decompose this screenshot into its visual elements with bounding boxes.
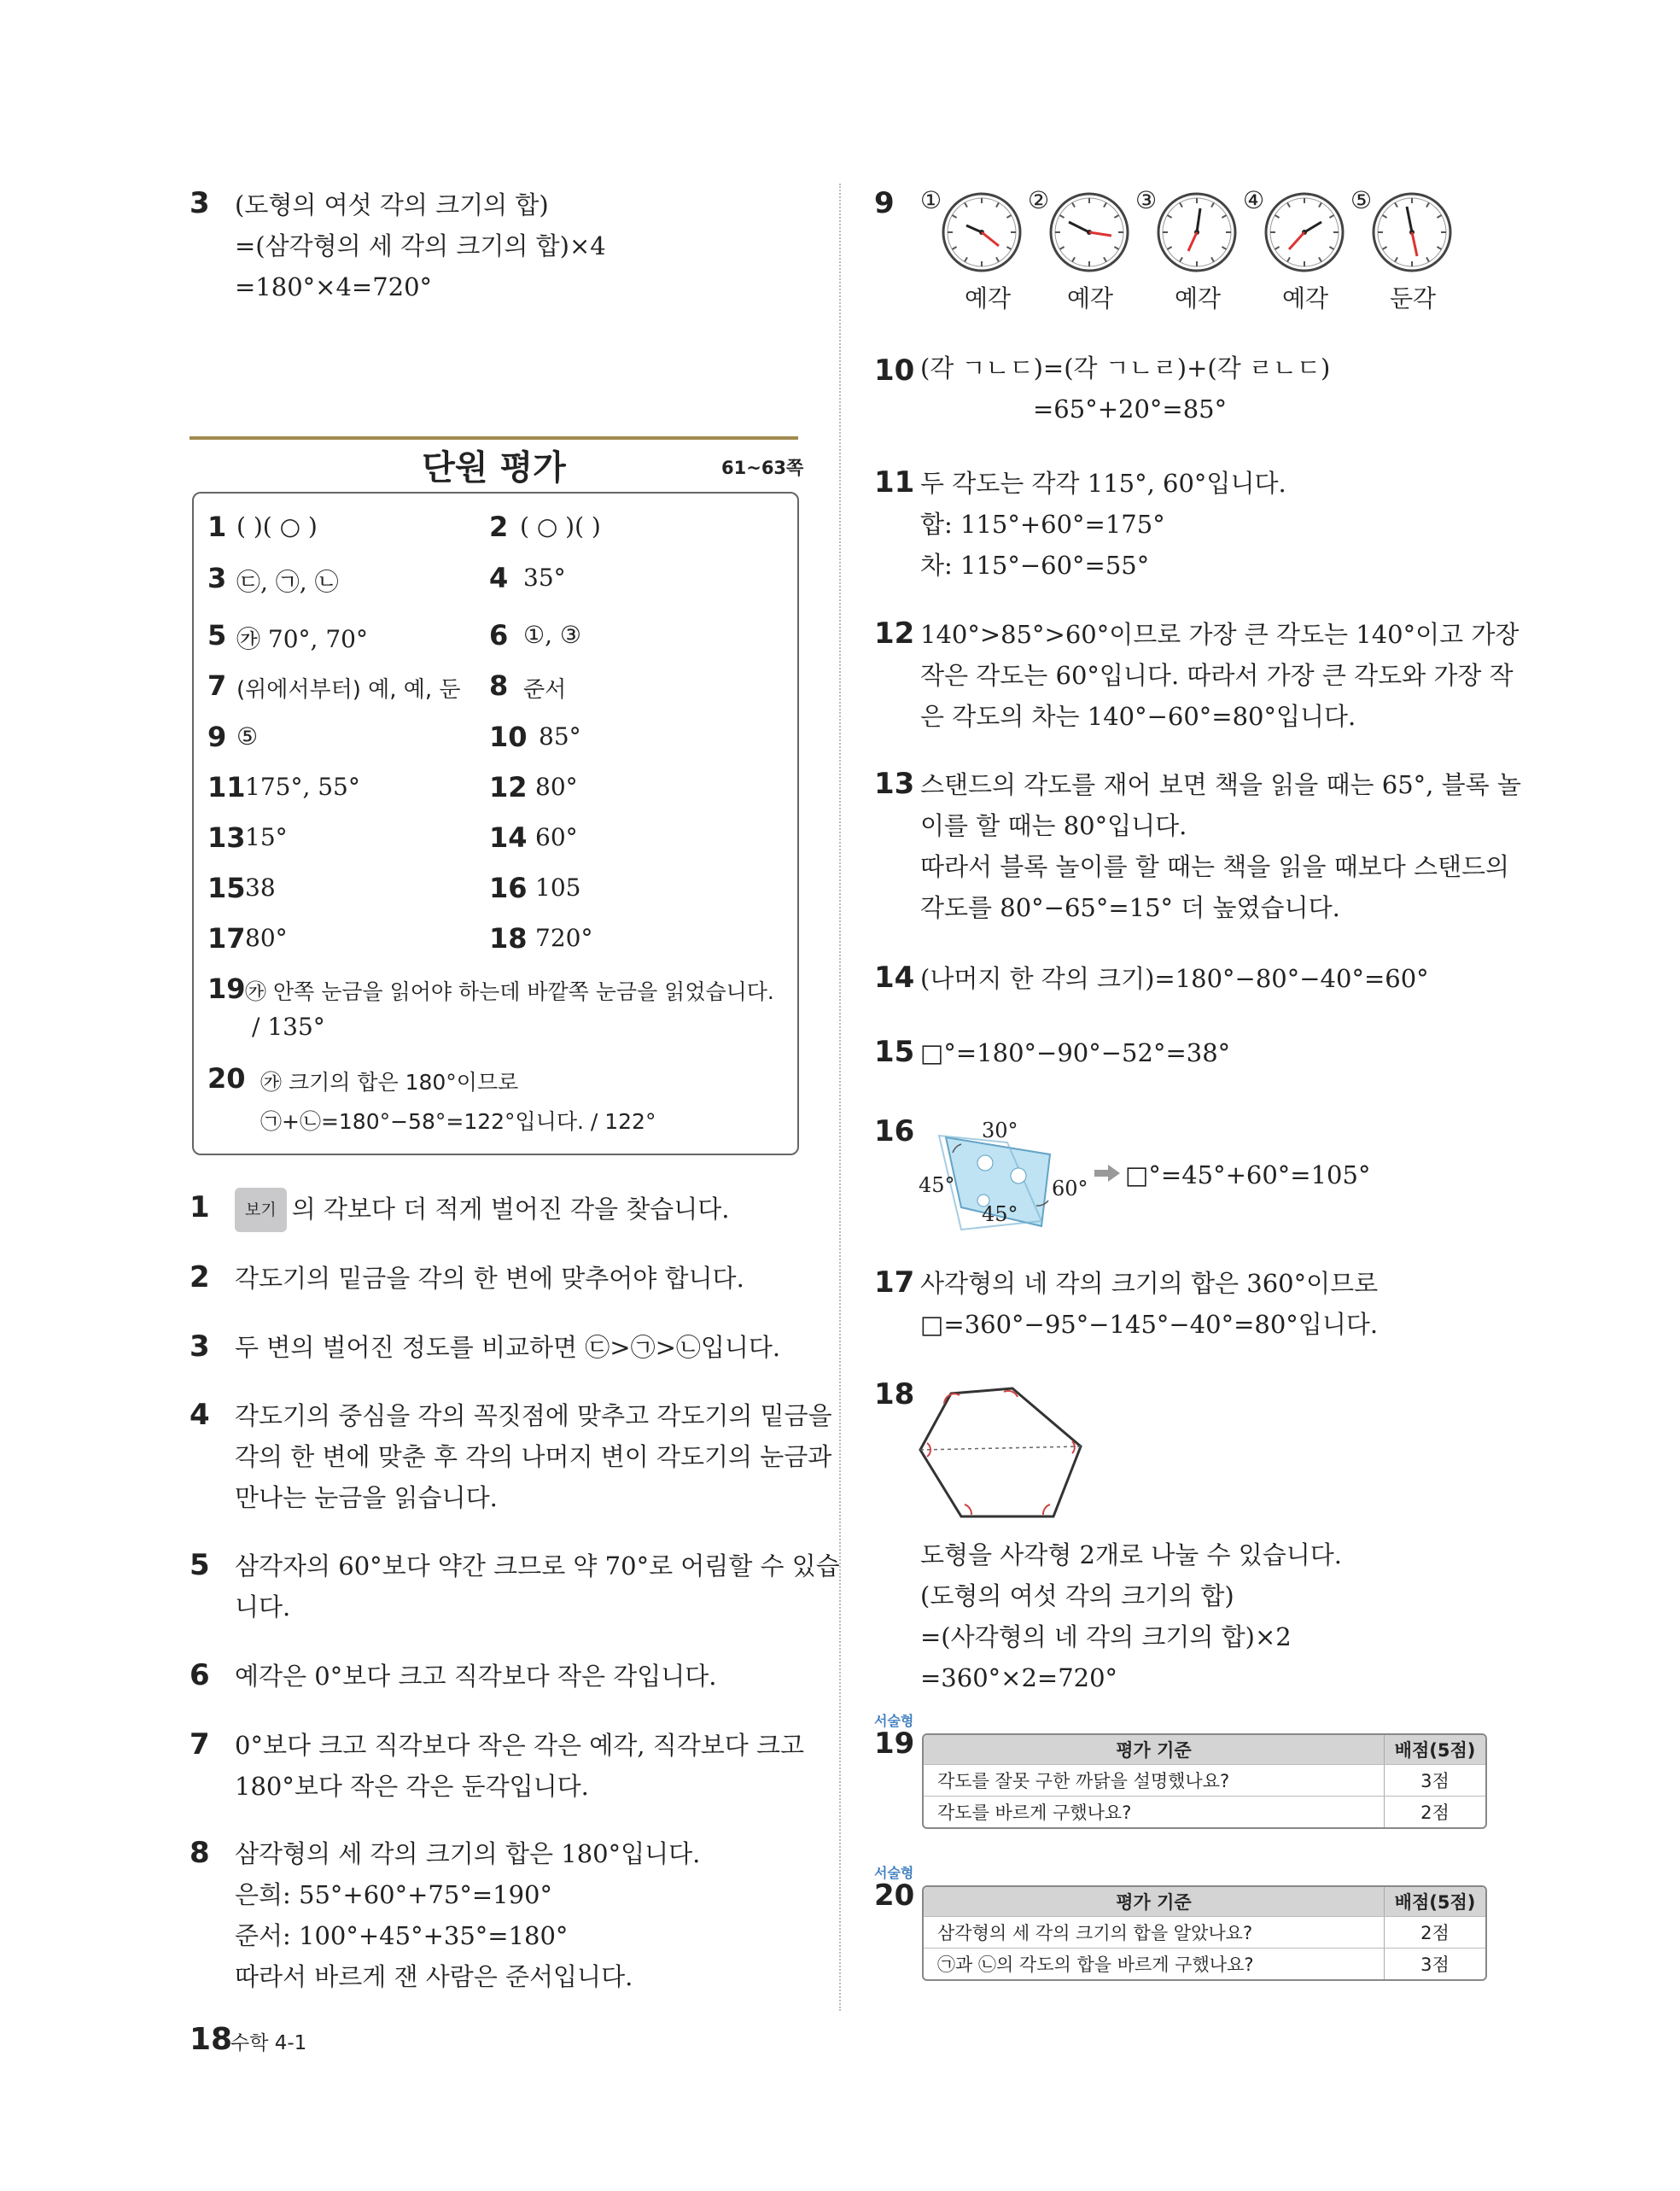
clock-label: 예각	[1175, 284, 1222, 313]
table-row	[924, 1948, 1485, 1979]
answer-value: 38	[245, 873, 276, 902]
answer-number: 17	[207, 922, 246, 955]
answer-value: 105	[535, 873, 581, 902]
item-number: 3	[190, 1329, 210, 1364]
subject-label: 수학 4-1	[230, 2032, 307, 2054]
explanation-line: =180°×4=720°	[235, 272, 433, 301]
answer-value: 175°, 55°	[245, 773, 360, 801]
answer-number: 6	[489, 619, 509, 651]
explanation-line: 두 각도는 각각 115°, 60°입니다.	[920, 469, 1286, 498]
item-number: 4	[190, 1398, 210, 1432]
header-criteria: 평가 기준	[1116, 1740, 1192, 1761]
explanation-line: 두 변의 벌어진 정도를 비교하면 ㉢>㉠>㉡입니다.	[235, 1333, 781, 1362]
answer-number: 3	[207, 562, 227, 594]
header-points: 배점(5점)	[1384, 1735, 1485, 1764]
item-number: 6	[190, 1658, 210, 1692]
explanation-line: =360°×2=720°	[920, 1663, 1118, 1692]
points-cell: 3점	[1384, 1949, 1485, 1979]
explanation-line: 차: 115°−60°=55°	[920, 551, 1150, 580]
choice-mark: ⑤	[1350, 186, 1373, 214]
item-number: 17	[874, 1265, 915, 1300]
answer-value: ㉮ 크기의 합은 180°이므로	[260, 1070, 519, 1095]
explanation-line: =(삼각형의 세 각의 크기의 합)×4	[235, 231, 606, 260]
points-cell: 2점	[1384, 1797, 1485, 1827]
angle-label: 60°	[1052, 1177, 1088, 1201]
explanation-line: 140°>85°>60°이므로 가장 큰 각도는 140°이고 가장	[920, 620, 1520, 649]
explanation-line: 도형을 사각형 2개로 나눌 수 있습니다.	[920, 1540, 1342, 1569]
answer-value: 720°	[535, 924, 593, 952]
answer-value: ㉠+㉡=180°−58°=122°입니다. / 122°	[260, 1109, 656, 1134]
answer-number: 9	[207, 721, 227, 753]
answer-value: ( ○ )( )	[520, 512, 601, 540]
answer-number: 18	[489, 922, 528, 955]
item-number: 18	[874, 1377, 915, 1411]
answer-box	[192, 492, 799, 1155]
explanation-line: 만나는 눈금을 읽습니다.	[235, 1483, 498, 1512]
item-number: 15	[874, 1035, 915, 1069]
explanation-line: 180°보다 작은 각은 둔각입니다.	[235, 1772, 589, 1801]
explanation-line: 사각형의 네 각의 크기의 합은 360°이므로	[920, 1269, 1379, 1298]
table-row	[924, 1764, 1485, 1796]
explanation-line: 이를 할 때는 80°입니다.	[920, 811, 1187, 840]
header-points: 배점(5점)	[1384, 1887, 1485, 1916]
explanation-line: 각도기의 밑금을 각의 한 변에 맞추어야 합니다.	[235, 1264, 744, 1293]
item-number: 16	[874, 1114, 915, 1148]
answer-value: 35°	[523, 564, 566, 592]
explanation-line: 스탠드의 각도를 재어 보면 책을 읽을 때는 65°, 블록 놀	[920, 770, 1521, 799]
table-row	[924, 1916, 1485, 1948]
item-number: 10	[874, 353, 915, 388]
points-cell: 3점	[1384, 1765, 1485, 1796]
arrow-right-icon	[1094, 1163, 1122, 1183]
scoring-table	[922, 1733, 1487, 1829]
answer-number: 5	[207, 619, 227, 651]
explanation-line: 각도를 80°−65°=15° 더 높였습니다.	[920, 893, 1340, 922]
item-number: 11	[874, 465, 915, 500]
explanation-line: (도형의 여섯 각의 크기의 합)	[235, 190, 549, 219]
explanation-line: □°=180°−90°−52°=38°	[920, 1038, 1231, 1067]
answer-value: 80°	[245, 924, 288, 952]
item-number: 3	[190, 186, 210, 220]
item-number: 13	[874, 767, 915, 801]
explanation-line: 은희: 55°+60°+75°=190°	[235, 1880, 552, 1909]
answer-number: 7	[207, 669, 227, 702]
angle-label: 45°	[919, 1173, 955, 1197]
explanation-line: □=360°−95°−145°−40°=80°입니다.	[920, 1310, 1379, 1339]
explanation-line: =65°+20°=85°	[1033, 394, 1228, 424]
answer-number: 13	[207, 821, 246, 854]
answer-value: 85°	[539, 722, 581, 751]
item-number: 8	[190, 1836, 210, 1870]
explanation-line: 준서: 100°+45°+35°=180°	[235, 1921, 569, 1950]
explanation-line: 니다.	[235, 1592, 291, 1621]
explanation-line: 작은 각도는 60°입니다. 따라서 가장 큰 각도와 가장 작	[920, 661, 1514, 690]
explanation-line: 따라서 바르게 잰 사람은 준서입니다.	[235, 1962, 633, 1991]
explanation-text: 의 각보다 더 적게 벌어진 각을 찾습니다.	[291, 1195, 730, 1224]
explanation-line: 각도기의 중심을 각의 꼭짓점에 맞추고 각도기의 밑금을	[235, 1401, 832, 1430]
explanation-line	[235, 1188, 729, 1232]
page-number: 18	[190, 2022, 233, 2057]
item-number: 19	[874, 1727, 915, 1761]
answer-number: 4	[489, 562, 509, 594]
scoring-table	[922, 1885, 1487, 1981]
descriptive-tag: 서술형	[874, 1865, 914, 1881]
choice-mark: ③	[1135, 186, 1158, 214]
item-number: 5	[190, 1548, 210, 1582]
answer-value: ㉮ 70°, 70°	[236, 625, 368, 653]
criteria-cell: ㉠과 ㉡의 각도의 합을 바르게 구했나요?	[937, 1954, 1254, 1975]
answer-value: ①, ③	[523, 621, 582, 649]
section-pages: 61~63쪽	[721, 458, 804, 478]
answer-number: 8	[489, 669, 509, 702]
answer-number: 14	[489, 821, 528, 854]
header-criteria: 평가 기준	[1116, 1892, 1192, 1913]
explanation-line: =(사각형의 네 각의 크기의 합)×2	[920, 1622, 1292, 1651]
explanation-line: □°=45°+60°=105°	[1125, 1160, 1371, 1189]
table-row	[924, 1796, 1485, 1827]
item-number: 14	[874, 961, 915, 995]
answer-number: 1	[207, 511, 227, 543]
explanation-line: (각 ㄱㄴㄷ)=(각 ㄱㄴㄹ)+(각 ㄹㄴㄷ)	[920, 353, 1331, 383]
boki-badge: 보기	[235, 1188, 287, 1232]
clock-icons	[939, 190, 1468, 275]
explanation-line: (도형의 여섯 각의 크기의 합)	[920, 1581, 1234, 1610]
explanation-line: 0°보다 크고 직각보다 작은 각은 예각, 직각보다 크고	[235, 1731, 804, 1760]
item-number: 9	[874, 186, 895, 220]
criteria-cell: 삼각형의 세 각의 크기의 합을 알았나요?	[937, 1923, 1253, 1943]
answer-value: (위에서부터) 예, 예, 둔	[236, 677, 461, 703]
answer-value: 80°	[535, 773, 578, 801]
item-number: 1	[190, 1190, 210, 1224]
table-header	[924, 1735, 1485, 1764]
answer-number: 2	[489, 511, 509, 543]
angle-label: 30°	[982, 1119, 1018, 1142]
clock-label: 예각	[1067, 284, 1114, 313]
section-rule	[190, 436, 798, 440]
choice-mark: ②	[1028, 186, 1050, 214]
answer-value: ㉢, ㉠, ㉡	[236, 568, 339, 596]
answer-value: 15°	[245, 823, 288, 851]
criteria-cell: 각도를 바르게 구했나요?	[937, 1802, 1132, 1823]
answer-number: 16	[489, 872, 528, 904]
item-number: 12	[874, 616, 915, 651]
answer-number: 10	[489, 721, 528, 753]
hexagon-figure	[913, 1375, 1093, 1524]
answer-number: 11	[207, 771, 246, 803]
explanation-line: 따라서 블록 놀이를 할 때는 책을 읽을 때보다 스탠드의	[920, 852, 1510, 881]
answer-number: 12	[489, 771, 528, 803]
answer-value: ( )( ○ )	[236, 512, 318, 540]
answer-value: 60°	[535, 823, 578, 851]
choice-mark: ④	[1243, 186, 1265, 214]
clock-label: 예각	[965, 284, 1012, 313]
explanation-line: 예각은 0°보다 크고 직각보다 작은 각입니다.	[235, 1662, 717, 1691]
choice-mark: ①	[920, 186, 942, 214]
criteria-cell: 각도를 잘못 구한 까닭을 설명했나요?	[937, 1771, 1230, 1791]
answer-value: / 135°	[252, 1013, 325, 1041]
column-divider	[839, 184, 841, 2011]
item-number: 7	[190, 1727, 210, 1762]
item-number: 20	[874, 1878, 915, 1913]
explanation-line: 합: 115°+60°=175°	[920, 510, 1165, 539]
angle-label: 45°	[982, 1202, 1018, 1226]
clock-label: 둔각	[1390, 284, 1437, 313]
points-cell: 2점	[1384, 1917, 1485, 1948]
answer-number: 19	[207, 973, 246, 1005]
answer-value: 준서	[523, 677, 567, 703]
answer-value: ㉮ 안쪽 눈금을 읽어야 하는데 바깥쪽 눈금을 읽었습니다.	[245, 979, 774, 1004]
explanation-line: 은 각도의 차는 140°−60°=80°입니다.	[920, 702, 1356, 731]
answer-number: 20	[207, 1062, 246, 1095]
explanation-line: 삼각자의 60°보다 약간 크므로 약 70°로 어림할 수 있습	[235, 1551, 840, 1580]
explanation-line: (나머지 한 각의 크기)=180°−80°−40°=60°	[920, 964, 1429, 993]
answer-value: ⑤	[236, 722, 259, 751]
item-number: 2	[190, 1260, 210, 1294]
explanation-line: 삼각형의 세 각의 크기의 합은 180°입니다.	[235, 1839, 701, 1868]
explanation-line: 각의 한 변에 맞춘 후 각의 나머지 변이 각도기의 눈금과	[235, 1442, 832, 1471]
table-header	[924, 1887, 1485, 1916]
clock-label: 예각	[1282, 284, 1329, 313]
section-title: 단원 평가	[422, 448, 566, 488]
answer-number: 15	[207, 872, 246, 904]
descriptive-tag: 서술형	[874, 1713, 914, 1729]
